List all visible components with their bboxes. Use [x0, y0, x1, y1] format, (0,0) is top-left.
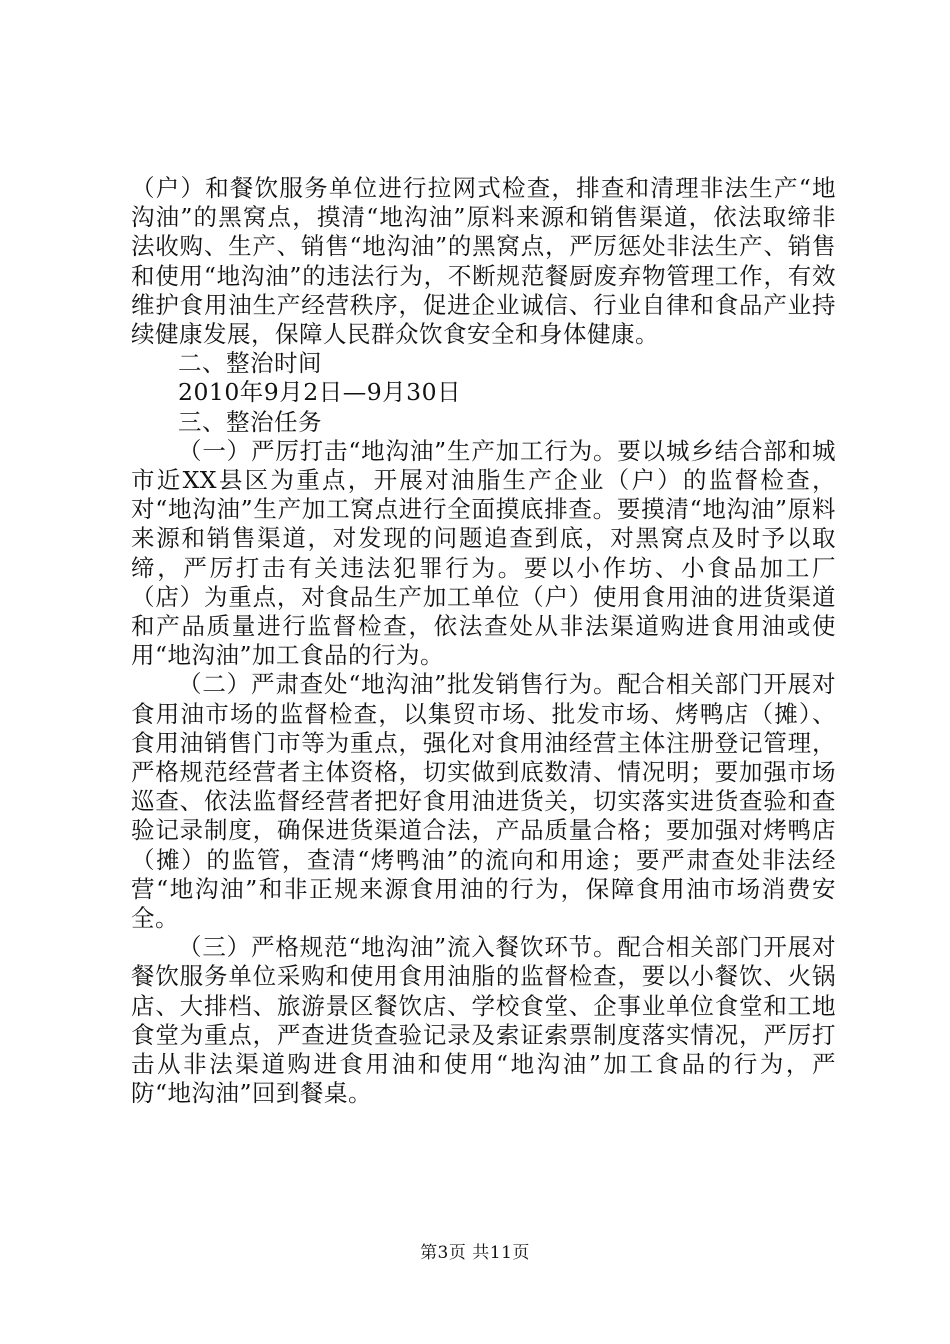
document-body: [131, 174, 836, 1109]
page-footer: 第3页 共11页: [420, 1243, 530, 1263]
paragraph-intro-continued: （户）和餐饮服务单位进行拉网式检查，排查和清理非法生产“地沟油”的黑窝点，摸清“地沟油”原料来源和销售渠道，依法取缔非法收购、生产、销售“地沟油”的黑窝点，严厉惩处非法生产、销售和使用“地沟油”的违法行为，不断规范餐厨废弃物管理工作，有效维护食用油生产经营秩序，促进企业诚信、行业自律和食品产业持续健康发展，保障人民群众饮食安全和身体健康。: [131, 174, 836, 349]
section-heading-time: 二、整治时间: [178, 349, 322, 378]
paragraph-task-3: （三）严格规范“地沟油”流入餐饮环节。配合相关部门开展对餐饮服务单位采购和使用食用油脂的监督检查，要以小餐饮、火锅店、大排档、旅游景区餐饮店、学校食堂、企事业单位食堂和工地食堂为重点，严查进货查验记录及索证索票制度落实情况，严厉打击从非法渠道购进食用油和使用“地沟油”加工食品的行为，严防“地沟油”回到餐桌。: [131, 933, 836, 1108]
section-heading-tasks: 三、整治任务: [178, 407, 322, 436]
paragraph-task-2: （二）严肃查处“地沟油”批发销售行为。配合相关部门开展对食用油市场的监督检查，以集贸市场、批发市场、烤鸭店（摊）、食用油销售门市等为重点，强化对食用油经营主体注册登记管理，严格规范经营者主体资格，切实做到底数清、情况明；要加强市场巡查、依法监督经营者把好食用油进货关，切实落实进货查验和查验记录制度，确保进货渠道合法，产品质量合格；要加强对烤鸭店（摊）的监管，查清“烤鸭油”的流向和用途；要严肃查处非法经营“地沟油”和非正规来源食用油的行为，保障食用油市场消费安全。: [131, 670, 836, 933]
paragraph-task-1: （一）严厉打击“地沟油”生产加工行为。要以城乡结合部和城市近XX县区为重点，开展对油脂生产企业（户）的监督检查，对“地沟油”生产加工窝点进行全面摸底排查。要摸清“地沟油”原料来源和销售渠道，对发现的问题追查到底，对黑窝点及时予以取缔，严厉打击有关违法犯罪行为。要以小作坊、小食品加工厂（店）为重点，对食品生产加工单位（户）使用食用油的进货渠道和产品质量进行监督检查，依法查处从非法渠道购进食用油或使用“地沟油”加工食品的行为。: [131, 436, 836, 670]
date-range: 2010年9月2日—9月30日: [178, 378, 462, 407]
